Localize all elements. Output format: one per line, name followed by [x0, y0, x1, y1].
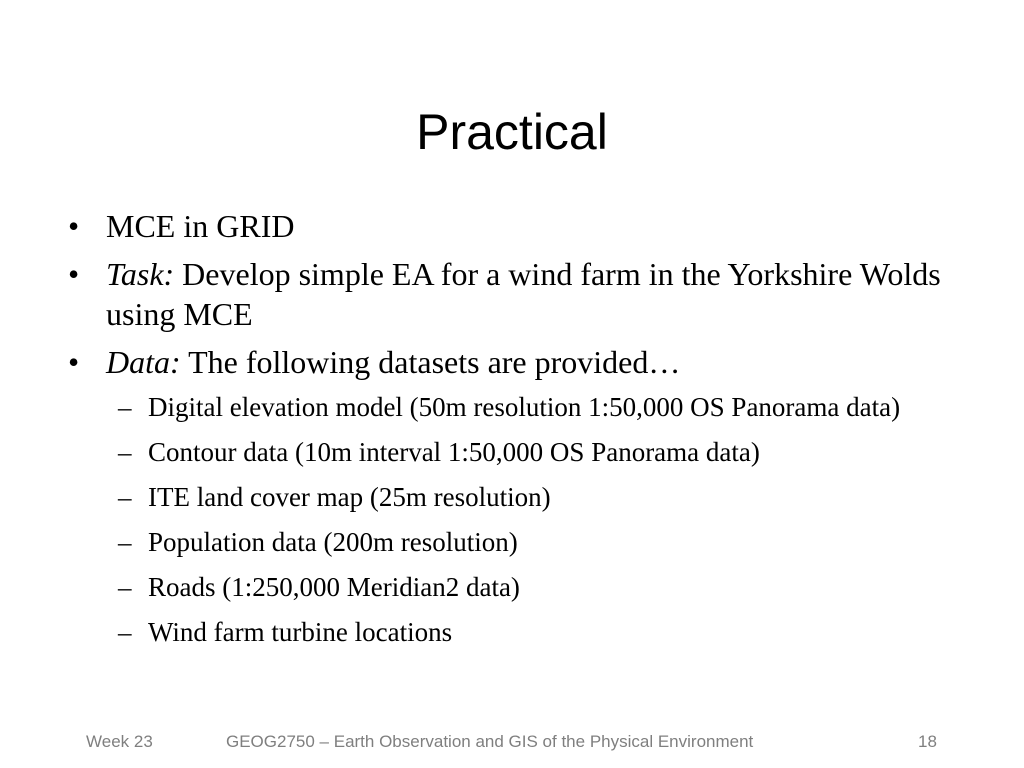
bullet-item: [62, 206, 962, 246]
slide-title: Practical: [416, 104, 608, 160]
dash-marker: –: [118, 527, 132, 557]
sub-bullet-text: Wind farm turbine locations: [148, 617, 453, 647]
sub-bullet-item: [62, 435, 956, 469]
bullet-text: The following datasets are provided…: [180, 344, 681, 380]
footer-page-number: 18: [918, 732, 937, 751]
sub-bullet-item: [62, 480, 956, 514]
bullet-text: Develop simple EA for a wind farm in the Yorkshire Wolds using MCE: [106, 256, 941, 332]
dash-marker: –: [118, 617, 132, 647]
bullet-label: Task:: [106, 256, 175, 292]
footer-course-title: GEOG2750 – Earth Observation and GIS of the Physical Environment: [226, 732, 754, 751]
bullet-item: [62, 342, 962, 382]
sub-bullet-text: Contour data (10m interval 1:50,000 OS Panorama data): [148, 437, 760, 467]
sub-bullet-item: [62, 390, 956, 424]
sub-bullet-text: Population data (200m resolution): [148, 527, 518, 557]
bullet-marker: •: [68, 344, 80, 380]
bullet-marker: •: [68, 208, 80, 244]
dash-marker: –: [118, 482, 132, 512]
slide-body: [62, 206, 962, 660]
sub-bullet-text: ITE land cover map (25m resolution): [148, 482, 551, 512]
sub-bullet-text: Roads (1:250,000 Meridian2 data): [148, 572, 520, 602]
dash-marker: –: [118, 392, 132, 422]
dash-marker: –: [118, 572, 132, 602]
bullet-item: [62, 254, 962, 334]
bullet-label: Data:: [106, 344, 181, 380]
sub-bullet-text: Digital elevation model (50m resolution 1:50,000 OS Panorama data): [148, 392, 901, 422]
dash-marker: –: [118, 437, 132, 467]
bullet-text: MCE in GRID: [106, 208, 295, 244]
sub-bullet-item: [62, 570, 956, 604]
footer-week: Week 23: [86, 732, 153, 751]
sub-bullet-item: [62, 615, 956, 649]
bullet-marker: •: [68, 256, 80, 292]
sub-bullet-item: [62, 525, 956, 559]
